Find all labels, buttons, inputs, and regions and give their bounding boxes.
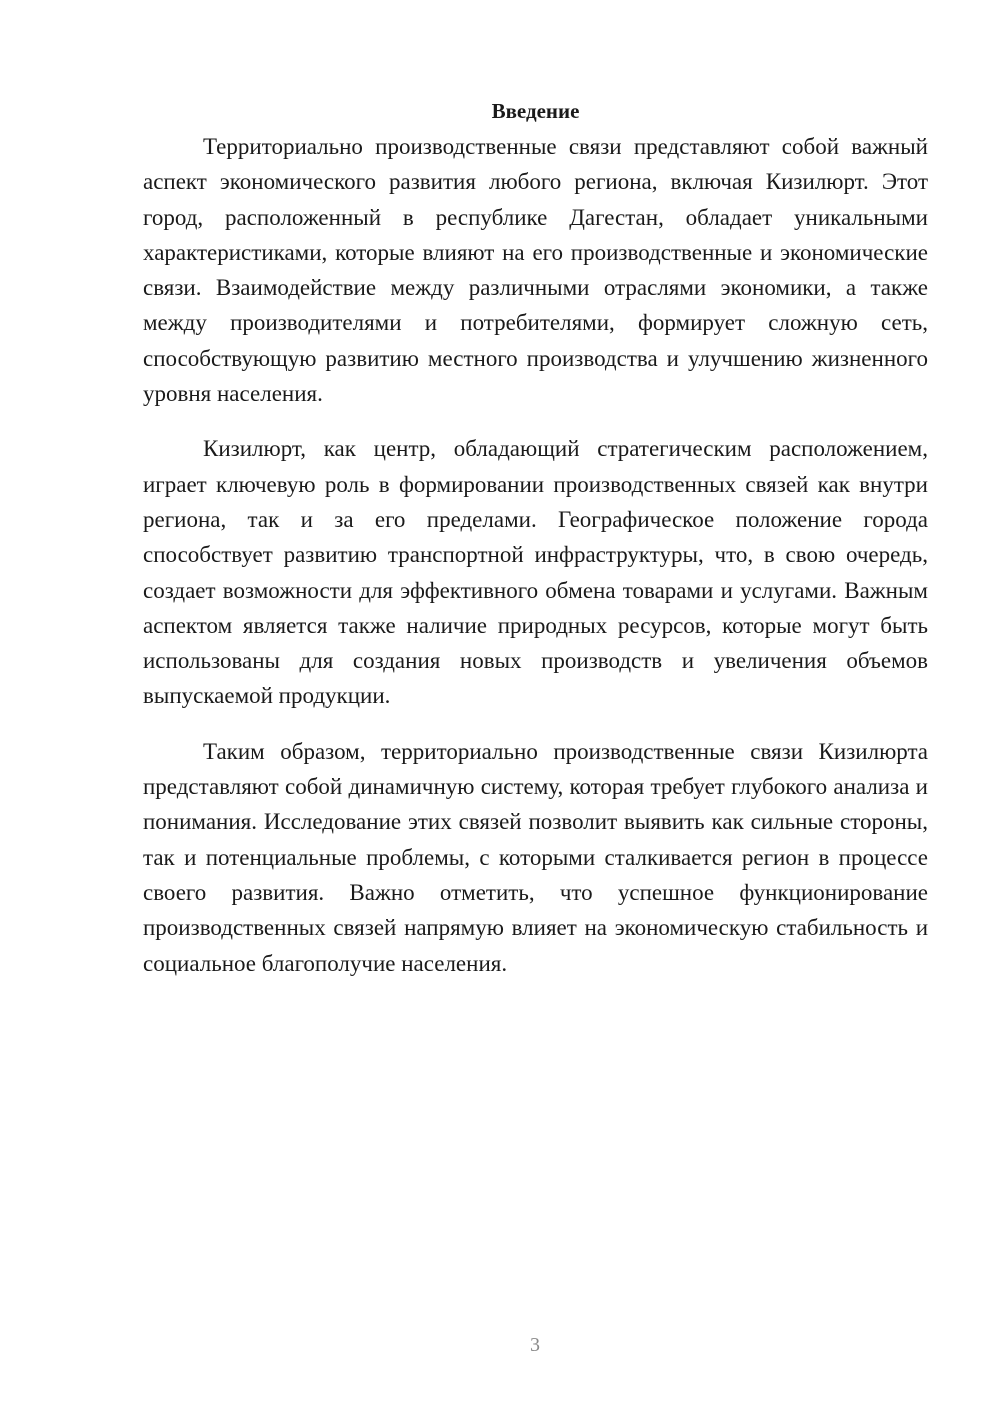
paragraph-2: Кизилюрт, как центр, обладающий стратегическим расположением, играет ключевую роль в формировании производственных связей как внутри региона, так и за его пределами. Географическое положение города способствует развитию транспортной инфраструктуры, что, в свою очередь, создает возможности для эффективного обмена товарами и услугами. Важным аспектом является также наличие природных ресурсов, которые могут быть использованы для создания новых производств и увеличения объемов выпускаемой продукции. bbox=[143, 436, 928, 709]
page-number: 3 bbox=[530, 1334, 540, 1356]
section-title: Введение bbox=[491, 99, 580, 123]
paragraph-3: Таким образом, территориально производственные связи Кизилюрта представляют собой динамичную систему, которая требует глубокого анализа и понимания. Исследование этих связей позволит выявить как сильные стороны, так и потенциальные проблемы, с которыми сталкивается регион в процессе своего развития. Важно отметить, что успешное функционирование производственных связей напрямую влияет на экономическую стабильность и социальное благополучие населения. bbox=[143, 738, 928, 976]
paragraph-1: Территориально производственные связи представляют собой важный аспект экономического развития любого региона, включая Кизилюрт. Этот город, расположенный в республике Дагестан, обладает уникальными характеристиками, которые влияют на его производственные и экономические связи. Взаимодействие между различными отраслями экономики, а также между производителями и потребителями, формирует сложную сеть, способствующую развитию местного производства и улучшению жизненного уровня населения. bbox=[143, 134, 928, 407]
page-content bbox=[143, 96, 928, 1001]
